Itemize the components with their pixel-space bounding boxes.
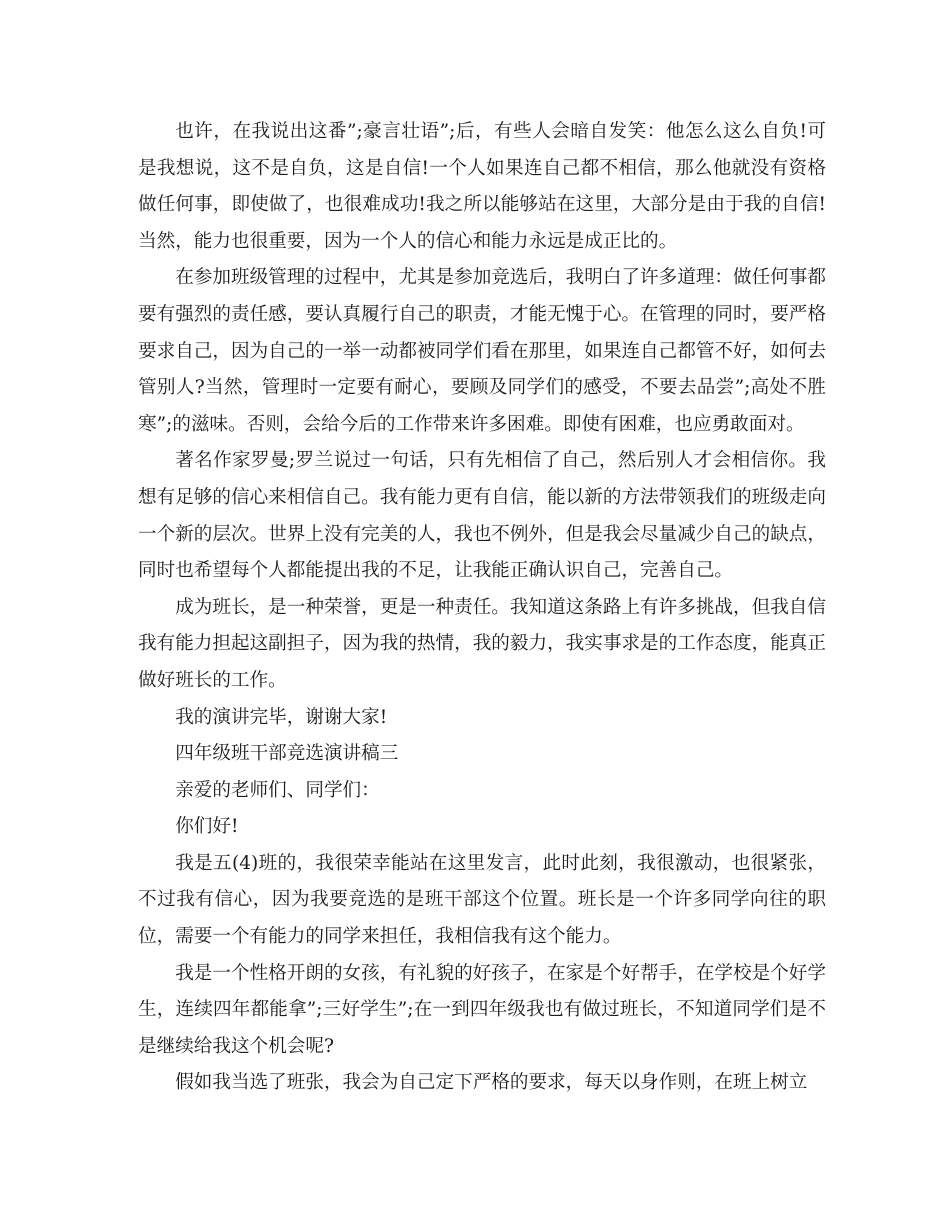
document-body bbox=[138, 114, 826, 1102]
paragraph-5: 我是五(4)班的，我很荣幸能站在这里发言，此时此刻，我很激动，也很紧张，不过我有信心，因为我要竞选的是班干部这个位置。班长是一个许多同学向往的职位，需要一个有能力的同学来担任，我相信我有这个能力。 bbox=[138, 852, 826, 948]
paragraph-4: 成为班长，是一种荣誉，更是一种责任。我知道这条路上有许多挑战，但我自信我有能力担起这副担子，因为我的热情，我的毅力，我实事求是的工作态度，能真正做好班长的工作。 bbox=[138, 596, 826, 691]
speech-title: 四年级班干部竞选演讲稿三 bbox=[175, 743, 399, 765]
paragraph-6: 我是一个性格开朗的女孩，有礼貌的好孩子，在家是个好帮手，在学校是个好学生，连续四年都能拿”;三好学生”;在一到四年级我也有做过班长，不知道同学们是不是继续给我这个机会呢? bbox=[138, 962, 826, 1057]
salutation: 亲爱的老师们、同学们： bbox=[175, 779, 380, 801]
paragraph-3: 著名作家罗曼;罗兰说过一句话，只有先相信了自己，然后别人才会相信你。我想有足够的信心来相信自己。我有能力更有自信，能以新的方法带领我们的班级走向一个新的层次。世界上没有完美的人，我也不例外，但是我会尽量减少自己的缺点，同时也希望每个人都能提出我的不足，让我能正确认识自己，完善自己。 bbox=[138, 450, 826, 582]
paragraph-1: 也许，在我说出这番”;豪言壮语”;后，有些人会暗自发笑：他怎么这么自负!可是我想说，这不是自负，这是自信!一个人如果连自己都不相信，那么他就没有资格做任何事，即使做了，也很难成功!我之所以能够站在这里，大部分是由于我的自信!当然，能力也很重要，因为一个人的信心和能力永远是成正比的。 bbox=[138, 121, 826, 252]
greeting: 你们好! bbox=[175, 816, 239, 838]
paragraph-7: 假如我当选了班张，我会为自己定下严格的要求，每天以身作则，在班上树立 bbox=[175, 1072, 808, 1094]
paragraph-2: 在参加班级管理的过程中，尤其是参加竞选后，我明白了许多道理：做任何事都要有强烈的责任感，要认真履行自己的职责，才能无愧于心。在管理的同时，要严格要求自己，因为自己的一举一动都被同学们看在那里，如果连自己都管不好，如何去管别人?当然，管理时一定要有耐心，要顾及同学们的感受，不要去品尝”;高处不胜寒”;的滋味。否则，会给今后的工作带来许多困难。即使有困难，也应勇敢面对。 bbox=[138, 267, 826, 435]
closing-line: 我的演讲完毕，谢谢大家! bbox=[175, 706, 388, 728]
